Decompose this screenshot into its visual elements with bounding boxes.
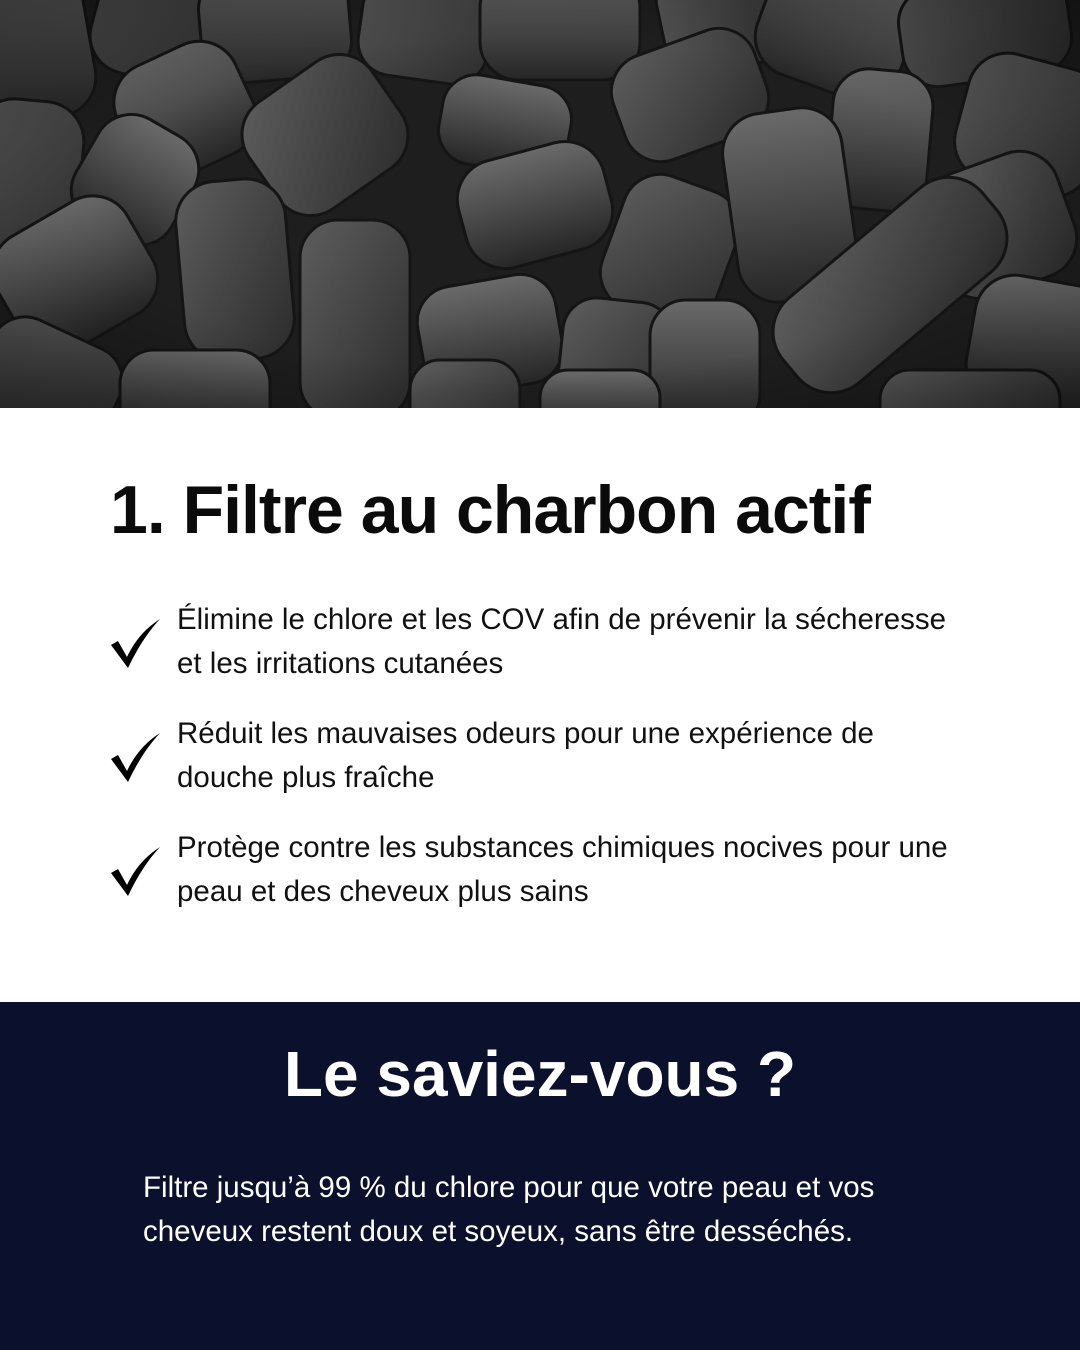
charcoal-pellets-image xyxy=(0,0,1080,408)
benefit-text: Élimine le chlore et les COV afin de prévenir la sécheresse et les irritations cutanées xyxy=(177,603,947,680)
benefit-item xyxy=(108,712,988,812)
did-you-know-text: Filtre jusqu’à 99 % du chlore pour que votre peau et vos cheveux restent doux et soyeux, sans être desséchés. xyxy=(143,1171,875,1248)
checkmark-icon xyxy=(108,844,162,898)
checkmark-icon xyxy=(108,616,162,670)
benefit-text: Protège contre les substances chimiques nocives pour une peau et des cheveux plus sains xyxy=(177,831,948,908)
section-title: 1. Filtre au charbon actif xyxy=(110,472,870,548)
benefit-text: Réduit les mauvaises odeurs pour une expérience de douche plus fraîche xyxy=(177,717,874,794)
benefit-item xyxy=(108,826,988,926)
benefit-item xyxy=(108,598,988,698)
checkmark-icon xyxy=(108,730,162,784)
did-you-know-panel xyxy=(0,1002,1080,1350)
did-you-know-title: Le saviez-vous ? xyxy=(283,1038,797,1110)
features-section xyxy=(0,408,1080,1002)
